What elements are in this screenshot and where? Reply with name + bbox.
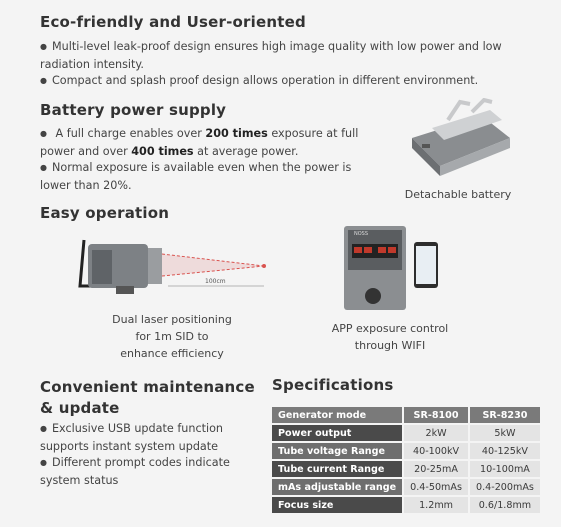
laser-caption (92, 311, 252, 362)
spec-value-sr8100: 1.2mm (402, 497, 468, 513)
battery-heading: Battery power supply (40, 101, 227, 119)
battery-bullet-2 (40, 159, 360, 194)
battery-bullet-1-bold-400: 400 times (131, 145, 194, 158)
laser-distance-label: 100cm (205, 278, 226, 285)
spec-value-sr8230: 40-125kV (468, 443, 540, 459)
battery-bullet-1-pre: A full charge enables over (55, 127, 206, 140)
laser-caption-line-2: for 1m SID to (135, 330, 209, 343)
laser-caption-line-1: Dual laser positioning (112, 313, 232, 326)
laser-caption-line-3: enhance efficiency (120, 347, 224, 360)
laser-device-image (76, 236, 276, 296)
maintenance-bullet-1 (40, 420, 250, 455)
maintenance-bullet-1-text: ● Exclusive USB update function supports instant system update (40, 422, 223, 453)
battery-bullet-1 (40, 125, 360, 160)
spec-value-sr8230: 10-100mA (468, 461, 540, 477)
spec-value-sr8230: 0.4-200mAs (468, 479, 540, 495)
eco-bullet-1-text: ● Multi-level leak-proof design ensures high image quality with low power and low radiation intensity. (40, 40, 502, 71)
app-caption (320, 320, 460, 354)
maintenance-heading-line-2: & update (40, 399, 120, 417)
spec-label: mAs adjustable range (272, 479, 402, 495)
battery-bullet-1-post: at average power. (193, 145, 299, 158)
easy-heading: Easy operation (40, 204, 170, 222)
spec-label: Focus size (272, 497, 402, 513)
spec-label: Tube voltage Range (272, 443, 402, 459)
eco-bullet-2-text: ● Compact and splash proof design allows operation in different environment. (40, 74, 478, 87)
spec-value-sr8100: 0.4-50mAs (402, 479, 468, 495)
maintenance-bullet-2-text: ● Different prompt codes indicate system status (40, 456, 230, 487)
spec-value-sr8230: 5kW (468, 425, 540, 441)
specs-table-body (272, 407, 540, 513)
spec-value-sr8230: 0.6/1.8mm (468, 497, 540, 513)
app-caption-line-1: APP exposure control (331, 322, 449, 335)
spec-value-sr8100: 40-100kV (402, 443, 468, 459)
app-device-label: NOSS (354, 231, 369, 237)
spec-label: Power output (272, 425, 402, 441)
maintenance-heading (40, 377, 255, 419)
battery-image-caption: Detachable battery (404, 188, 512, 201)
specs-header-label: Generator mode (272, 407, 402, 423)
specs-row-mas-range (272, 479, 540, 495)
app-caption-line-2: through WIFI (354, 339, 426, 352)
maintenance-bullet-2 (40, 454, 250, 489)
maintenance-heading-line-1: Convenient maintenance (40, 378, 255, 396)
spec-value-sr8100: 2kW (402, 425, 468, 441)
battery-bullet-2-text: ● Normal exposure is available even when the power is lower than 20%. (40, 161, 351, 192)
eco-heading: Eco-friendly and User-oriented (40, 13, 306, 31)
battery-bullet-1-bold-200: 200 times (205, 127, 268, 140)
specs-header-row (272, 407, 540, 423)
specs-row-tube-current (272, 461, 540, 477)
spec-value-sr8100: 20-25mA (402, 461, 468, 477)
eco-bullet-1 (40, 38, 540, 73)
specs-row-tube-voltage (272, 443, 540, 459)
eco-bullet-2 (40, 72, 540, 90)
battery-image (392, 98, 522, 180)
specs-row-power-output (272, 425, 540, 441)
specs-header-sr8100: SR-8100 (402, 407, 468, 423)
specs-row-focus-size (272, 497, 540, 513)
spec-label: Tube current Range (272, 461, 402, 477)
battery-bullet-1-mid: exposure at full power and over (40, 127, 359, 158)
specs-heading: Specifications (272, 376, 394, 394)
specs-table (272, 405, 540, 515)
specs-header-sr8230: SR-8230 (468, 407, 540, 423)
